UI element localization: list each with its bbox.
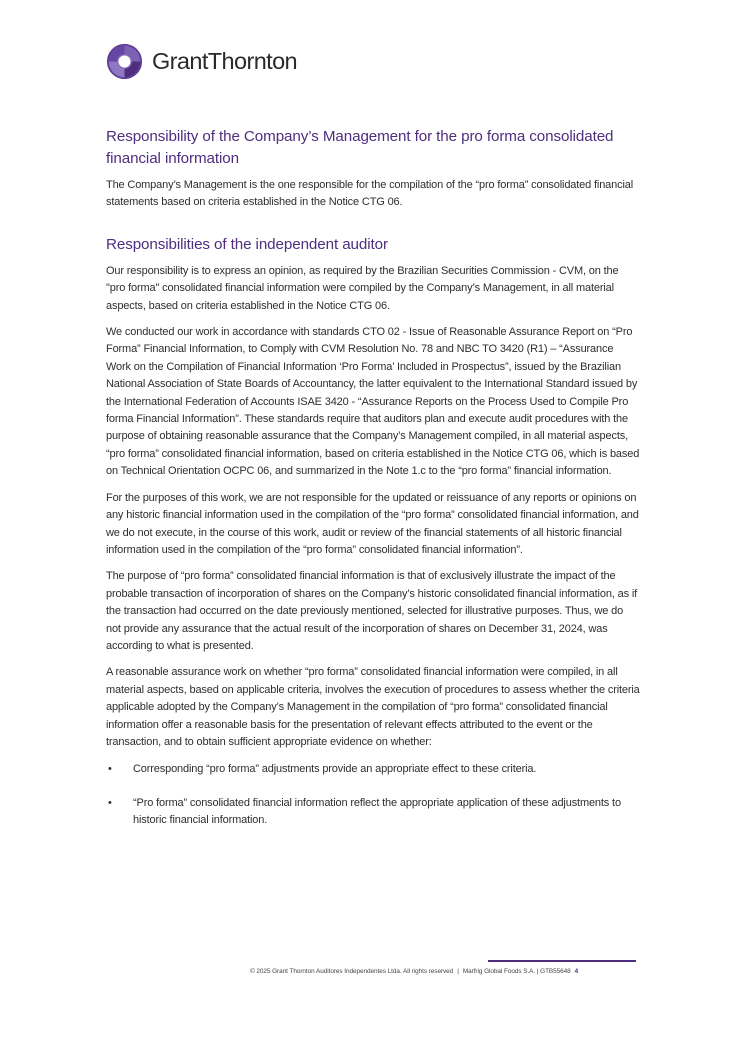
bullet-icon: • bbox=[108, 763, 112, 776]
list-item-text: Corresponding “pro forma” adjustments provide an appropriate effect to these criteria. bbox=[133, 763, 537, 776]
list-item bbox=[106, 761, 640, 778]
logo-wordmark: GrantThornton bbox=[152, 48, 298, 74]
paragraph: A reasonable assurance work on whether “pro forma” consolidated financial information were compiled, in all material aspects, based on applicable criteria, involves the execution of procedures to assess whether the criteria applicable adopted by the Company’s Management in the compilation of “pro forma” consolidated financial information offer a reasonable basis for the presentation of relevant effects attributed to the event or the transaction, and to obtain sufficient appropriate evidence on whether: bbox=[106, 666, 640, 748]
page-number: 4 bbox=[574, 968, 579, 975]
list-item bbox=[106, 795, 640, 830]
document-body bbox=[106, 126, 640, 846]
footer-client: Marfrig Global Foods S.A. | GTB55648 bbox=[462, 968, 571, 975]
section-heading-management: Responsibility of the Company’s Management for the pro forma consolidated financial information bbox=[106, 128, 614, 167]
paragraph: We conducted our work in accordance with standards CTO 02 - Issue of Reasonable Assurance Report on “Pro Forma” Financial Information, to Comply with CVM Resolution No. 78 and NBC TO 3420 (R1) – “Assurance Work on the Compilation of Financial Information ‘Pro Forma’ Included in Prospectus”, issued by the Brazilian National Association of State Boards of Accountancy, the latter equivalent to the International Standard issued by the International Federation of Accounts ISAE 3420 - “Assurance Reports on the Process Used to Compile Pro forma Financial Information”. These standards require that auditors plan and execute audit procedures with the purpose of obtaining reasonable assurance that the Company’s Management compiled, in all material aspects, “pro forma” consolidated financial information, based on criteria established in the Notice CTG 06, which is based on Technical Orientation OCPC 06, and summarized in the Note 1.c to the “pro forma” financial information. bbox=[106, 326, 640, 478]
paragraph: The Company’s Management is the one responsible for the compilation of the “pro forma” consolidated financial statements based on criteria established in the Notice CTG 06. bbox=[106, 179, 634, 209]
footer-divider bbox=[488, 960, 636, 962]
bullet-icon: • bbox=[108, 796, 112, 809]
paragraph: The purpose of “pro forma” consolidated financial information is that of exclusively illustrate the impact of the probable transaction of incorporation of shares on the Company’s historic consolidated financial information, as if the transaction had occurred on the date previously mentioned, selected for illustrative purposes. Thus, we do not provide any assurance that the actual result of the incorporation of shares on December 31, 2024, was according to what is presented. bbox=[106, 570, 638, 652]
grant-thornton-swirl-icon bbox=[106, 43, 143, 80]
company-logo bbox=[106, 43, 297, 80]
list-item-text: “Pro forma” consolidated financial information reflect the appropriate application of these adjustments to historic financial information. bbox=[133, 796, 621, 827]
footer-copyright: © 2025 Grant Thornton Auditores Independentes Ltda. All rights reserved bbox=[250, 968, 454, 975]
paragraph: Our responsibility is to express an opinion, as required by the Brazilian Securities Commission - CVM, on the "pro forma" consolidated financial information were compiled by the Company’s Management, in all material aspects, based on criteria established in the Notice CTG 06. bbox=[106, 264, 619, 312]
paragraph: For the purposes of this work, we are not responsible for the updated or reissuance of any reports or opinions on any historic financial information used in the compilation of the “pro forma” consolidated financial information, and we do not execute, in the course of this work, audit or review of the financial statements of all historic financial information used in the compilation of the “pro forma” consolidated financial information”. bbox=[106, 491, 639, 556]
section-heading-auditor: Responsibilities of the independent auditor bbox=[106, 235, 388, 253]
footer-separator: | bbox=[457, 968, 459, 975]
bullet-list bbox=[106, 761, 640, 829]
page-footer bbox=[250, 968, 578, 975]
